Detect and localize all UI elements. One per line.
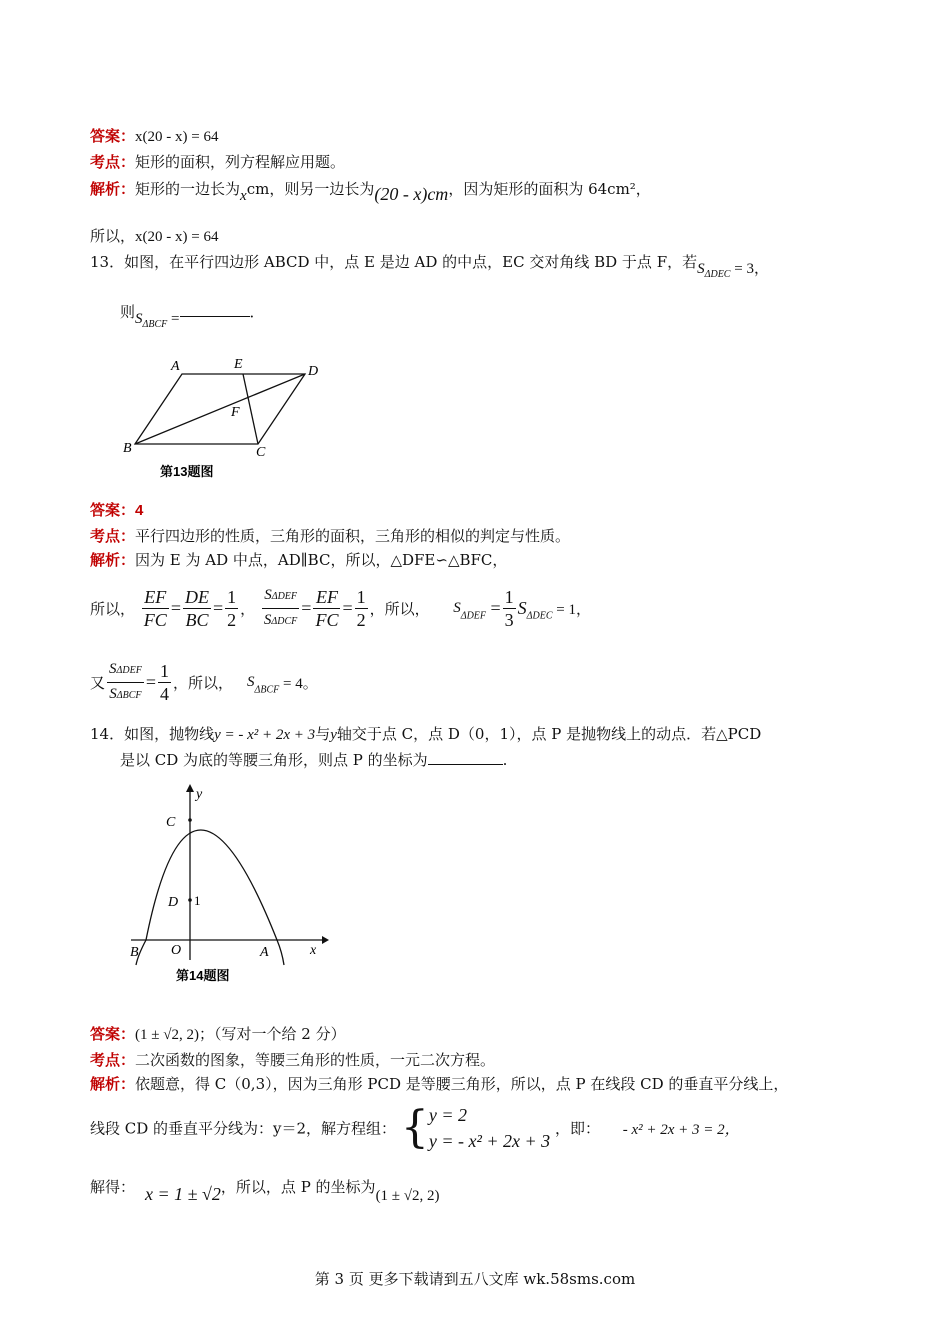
q14-caption: 第14题图 [176,968,230,983]
kaodian-label: 考点： [90,154,136,171]
q13-ze: 则 [120,303,136,321]
q14-kaodian: 二次函数的图象，等腰三角形的性质，一元二次方程。 [135,1051,496,1069]
q13-answer: 4 [135,502,144,519]
frac-de-bc: $\frac{DE}{BC}$ [184,587,209,630]
page-footer: 第 3 页 更多下载请到五八文库 wk.58sms.com [314,1270,636,1288]
q13-s-dec2: S [517,598,527,618]
q14-figure [126,780,336,990]
q14-answer-note: ；（写对一个给 2 分） [198,1025,346,1043]
q14-sol: x = 1 ± √2 [145,1184,221,1204]
q14-answer: (1 ± √2, 2) [135,1027,199,1043]
q12-jiexi-a: 矩形的一边长为 [135,180,241,198]
q13-ask-line [120,302,265,330]
label-e: E [234,357,243,372]
frac-ef-fc: $\frac{EF}{FC}$ [143,587,167,630]
q13-figure [118,352,333,482]
equation-system [429,1102,550,1154]
q12-kaodian-line [90,152,345,173]
label-f: F [231,405,240,420]
q13-suoyi2: ，所以， [369,600,430,618]
q13-s-bcf: S [135,311,143,327]
q12-answer-line [90,126,218,147]
label-b: B [123,441,132,456]
q13-eq1: = 1， [552,602,592,618]
parabola-curve [146,830,277,940]
label-d: D [168,895,179,910]
x-axis-arrow-icon [322,936,329,944]
label-1: 1 [194,893,201,908]
q13-s-dec2-sub: ΔDEC [526,610,553,622]
q12-suoyi: 所以， [90,227,136,245]
q14-period: . [502,751,508,769]
q14-stem-line [90,724,761,745]
q13-blank [180,302,250,317]
q13-final-line: 又 $\frac{\text{SΔDEF}}{\text{SΔBCF}}$ = $\frac{1}{4}$ ，所以， $S_{\Delta BCF} = 4$。 [90,658,318,707]
q12-answer: x(20 - x) = 64 [135,129,219,145]
q14-stem-d: 是以 CD 为底的等腰三角形，则点 P 的坐标为 [120,751,428,769]
answer-label: 答案： [90,1026,136,1043]
label-c: C [166,815,176,830]
label-x: x [310,943,317,958]
q14-ji: ，即： [554,1119,600,1138]
q13-suoyi: 所以， [90,600,136,618]
diagonal-bd [135,374,305,444]
q14-line2: 线段 CD 的垂直平分线为：y＝2，解方程组： [90,1119,397,1138]
q12-jiexi-expr: (20 - x)cm [374,184,449,204]
kaodian-label: 考点： [90,528,136,545]
jiexi-label: 解析： [90,181,136,198]
q13-period: ． [249,303,265,321]
q12-kaodian: 矩形的面积，列方程解应用题。 [135,153,346,171]
label-a: A [260,945,269,960]
q12-final-line [90,226,218,247]
frac-quarter: $\frac{1}{4}$ [159,661,169,704]
q13-kaodian: 平行四边形的性质，三角形的面积，三角形的相似的判定与性质。 [135,527,571,545]
q13-s-bcf2-sub: ΔBCF [254,684,280,696]
answer-label: 答案： [90,502,136,519]
q12-jiexi-x: x [240,188,247,204]
q13-jiexi: 因为 E 为 AD 中点，AD∥BC，所以，△DFE∽△BFC， [135,551,508,569]
q14-stem-a: 14．如图，抛物线 [90,725,215,743]
frac-ef-fc-2: $\frac{EF}{FC}$ [315,587,339,630]
q13-eq4: = 4。 [279,676,318,692]
q14-stem-c: 轴交于点 C，点 D（0，1），点 P 是抛物线上的动点．若△PCD [336,725,762,743]
q13-jiexi-line [90,550,507,571]
q14-stem-b: 与 [315,725,331,743]
q12-jiexi-line [90,178,651,204]
q13-eq: = [167,311,180,327]
q14-parabola: y = - x² + 2x + 3 [214,727,316,743]
frac-sdef-sbcf: $\frac{\text{SΔDEF}}{\text{SΔBCF}}$ [107,658,144,707]
q13-s-dec: S [697,261,705,277]
label-b: B [130,945,139,960]
q14-solution-line [90,1176,440,1204]
q13-suoyi3: ，所以， [172,674,233,692]
y-axis-arrow-icon [186,784,194,792]
label-a: A [171,359,180,374]
frac-sdef-sdcf: $\frac{\text{SΔDEF}}{\text{SΔDCF}}$ [262,584,299,633]
q13-ratio-line: 所以， $\frac{EF}{FC}$ = $\frac{DE}{BC}$ = $\frac{1}{2}$ ， $\frac{\text{SΔDEF}}{\text{SΔDCF}}$ = $\frac{EF}{FC}$ = $\frac{1}{2}$ ，所以， $S_{\Delta DEF}$ = $\frac{1}{3}$ $S_{\Delta DEC} = 1$， [90,584,591,633]
q13-you: 又 [90,674,106,692]
q14-system-line [90,1102,740,1154]
frac-third: $\frac{1}{3}$ [504,587,514,630]
kaodian-label: 考点： [90,1052,136,1069]
q14-jiede: 解得： [90,1178,136,1196]
q14-suoyi: ，所以，点 P 的坐标为 [220,1178,376,1196]
q13-s-bcf2: S [247,674,255,690]
answer-label: 答案： [90,128,136,145]
q14-kaodian-line [90,1050,495,1071]
q14-jiexi: 依题意，得 C（0,3），因为三角形 PCD 是等腰三角形，所以，点 P 在线段 CD 的垂直平分线上， [135,1075,789,1093]
frac-half-1: $\frac{1}{2}$ [227,587,237,630]
point-d [188,898,192,902]
label-y: y [196,787,203,802]
q14-stem-line2 [120,750,507,770]
q14-jiexi-line [90,1074,788,1095]
brace-icon: { [400,1102,429,1153]
frac-half-2: $\frac{1}{2}$ [356,587,366,630]
q14-coord: (1 ± √2, 2) [375,1188,440,1204]
q13-s-def: S [453,600,461,616]
q13-stem-line [90,252,769,280]
q13-s-dec-val: = 3， [730,261,769,277]
sys-eq2: y = - x² + 2x + 3 [428,1131,551,1151]
label-c: C [256,445,266,460]
q14-eqn: - x² + 2x + 3 = 2， [622,1121,740,1138]
q13-stem: 13．如图，在平行四边形 ABCD 中，点 E 是边 AD 的中点，EC 交对角线 BD 于点 F，若 [90,253,698,271]
q12-final: x(20 - x) = 64 [135,229,219,245]
parabola-right-tail [277,940,284,965]
jiexi-label: 解析： [90,1076,136,1093]
sys-eq1: y = 2 [428,1105,467,1125]
q13-caption: 第13题图 [160,464,214,479]
label-d: D [308,364,319,379]
q13-kaodian-line [90,526,570,547]
q13-answer-line [90,500,143,521]
q13-s-bcf-sub: ΔBCF [142,319,168,330]
label-o: O [171,943,182,958]
q14-y: y [330,727,337,743]
q12-jiexi-cm1: cm，则另一边长为 [246,180,375,198]
q12-jiexi-b: ，因为矩形的面积为 64cm²， [448,180,651,198]
jiexi-label: 解析： [90,552,136,569]
q13-s-def-sub: ΔDEF [460,610,487,622]
q14-blank [428,750,503,765]
q14-answer-line [90,1024,346,1045]
q13-s-dec-sub: ΔDEC [704,269,731,280]
point-c [188,818,192,822]
segment-ec [243,374,258,444]
